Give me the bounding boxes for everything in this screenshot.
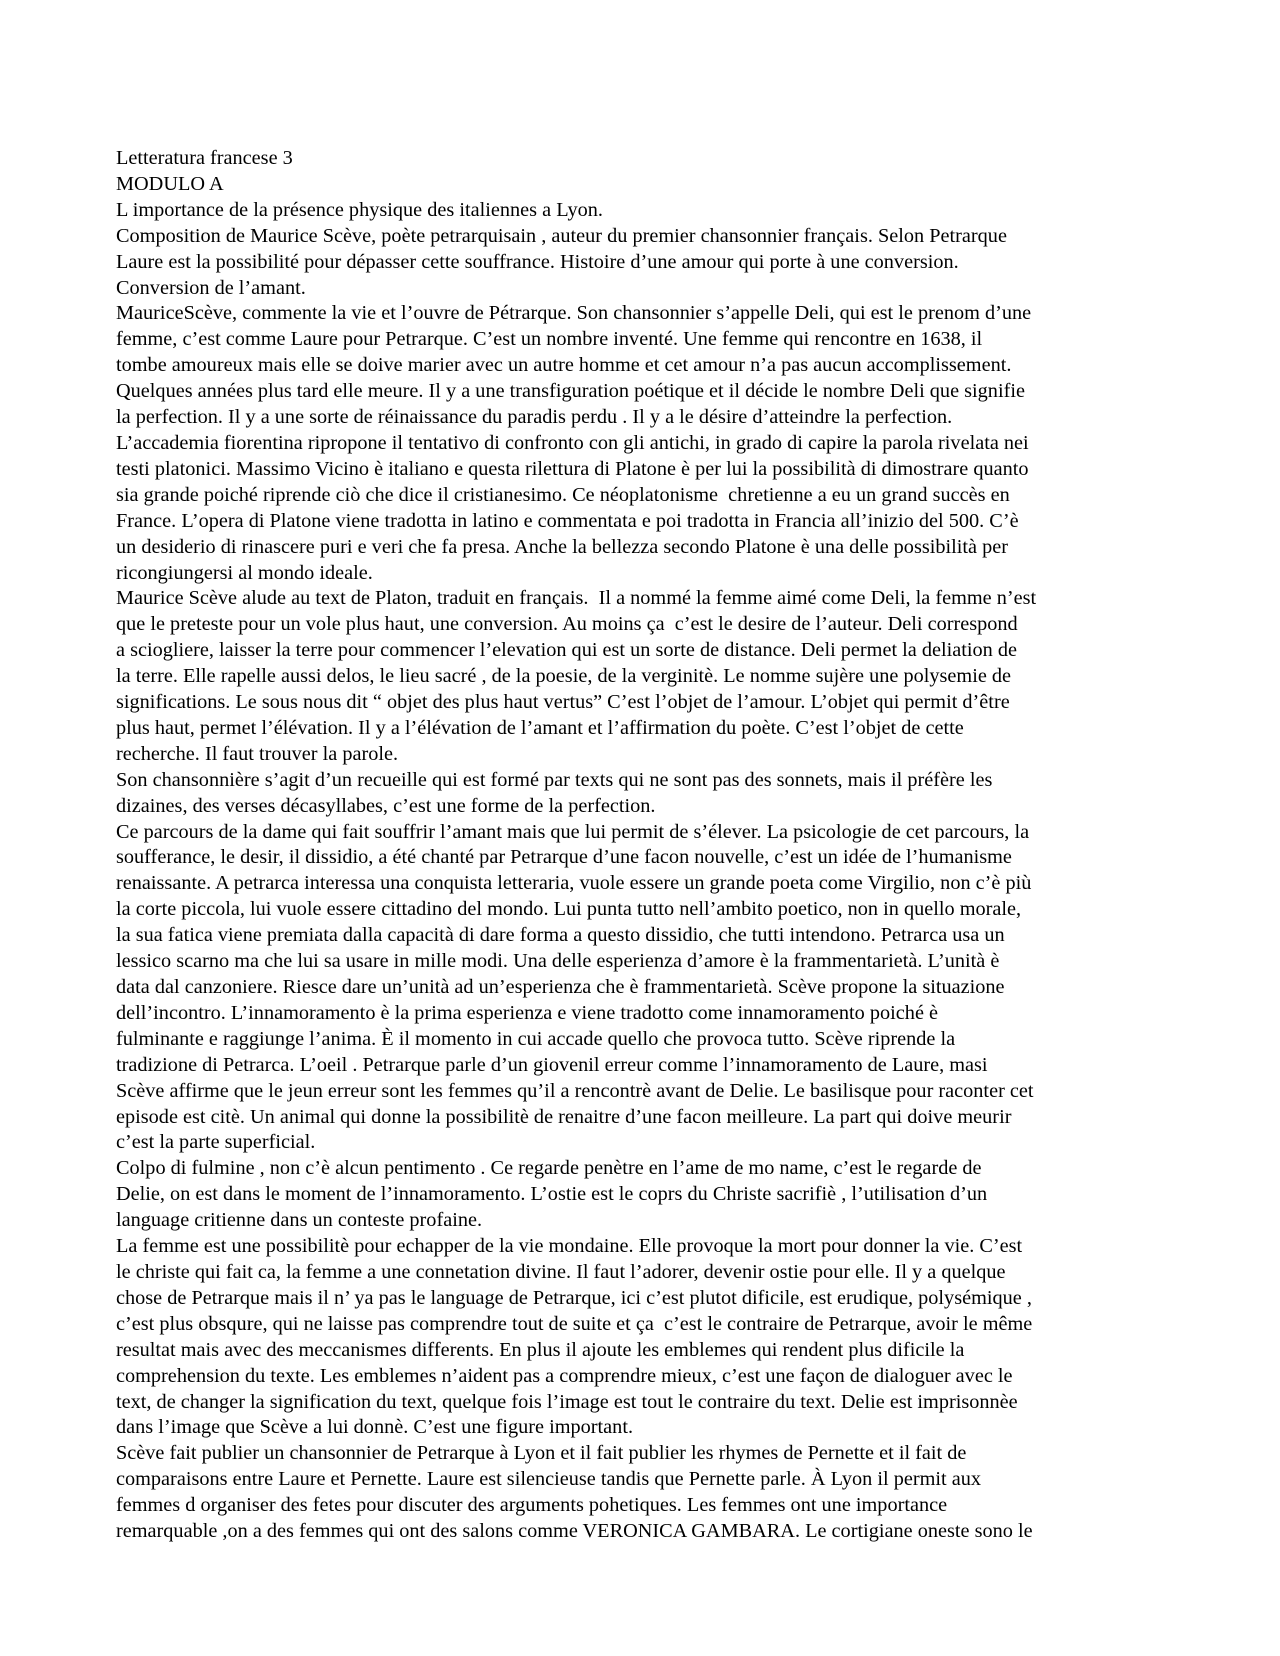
module-heading [116,172,1168,198]
document-title [116,146,1168,172]
text-line: la sua fatica viene premiata dalla capacità di dare forma a questo dissidio, che tutti intendono. Petrarca usa un [116,924,1005,947]
title-line: Letteratura francese 3 [116,147,293,169]
text-line: Scève fait publier un chansonnier de Petrarque à Lyon et il fait publier les rhymes de Pernette et il fait de [116,1442,967,1465]
text-line: La femme est une possibilitè pour echapper de la vie mondaine. Elle provoque la mort pour donner la vie. C’est [116,1235,1023,1258]
text-line: text, de changer la signification du text, quelque fois l’image est tout le contraire du text. Delie est imprisonnèe [116,1390,1018,1413]
paragraph [116,198,1168,224]
text-line: Colpo di fulmine , non c’è alcun pentimento . Ce regarde penètre en l’ame de mo name, c’est le regarde de [116,1157,982,1180]
text-line: MauriceScève, commente la vie et l’ouvre de Pétrarque. Son chansonnier s’appelle Deli, qui est le prenom d’une [116,302,1032,325]
text-line: femmes d organiser des fetes pour discuter des arguments pohetiques. Les femmes ont une importance [116,1494,948,1517]
paragraph [116,224,1168,302]
text-line: renaissante. A petrarca interessa una conquista letteraria, vuole essere un grande poeta come Virgilio, non c’è più [116,872,1032,895]
text-line: un desiderio di rinascere puri e veri che fa presa. Anche la bellezza secondo Platone è una delle possibilità per [116,535,1009,558]
paragraph [116,301,1168,586]
text-line: Composition de Maurice Scève, poète petrarquisain , auteur du premier chansonnier français. Selon Petrarque [116,224,1007,247]
text-line: recherche. Il faut trouver la parole. [116,742,399,765]
text-line: tradizione di Petrarca. L’oeil . Petrarque parle d’un giovenil erreur comme l’innamoramento de Laure, masi [116,1053,988,1076]
text-line: fulminante e raggiunge l’anima. È il momento in cui accade quello che provoca tutto. Scève riprende la [116,1027,956,1050]
text-line: ricongiungersi al mondo ideale. [116,561,373,584]
text-line: Conversion de l’amant. [116,276,306,299]
module-line: MODULO A [116,172,224,195]
text-line: significations. Le sous nous dit “ objet des plus haut vertus” C’est l’objet de l’amour. L’objet qui permit d’être [116,691,1010,714]
paragraph [116,1234,1168,1441]
text-line: Quelques années plus tard elle meure. Il y a une transfiguration poétique et il décide le nombre Deli que signifie [116,380,1025,403]
paragraphs-container [116,198,1168,1545]
text-line: c’est la parte superficial. [116,1131,316,1154]
text-line: soufferance, le desir, il dissidio, a été chanté par Petrarque d’une facon nouvelle, c’est un idée de l’humanisme [116,846,1012,869]
text-line: dizaines, des verses décasyllabes, c’est une forme de la perfection. [116,794,656,817]
text-line: L importance de la présence physique des italiennes a Lyon. [116,198,603,221]
text-line: Son chansonnière s’agit d’un recueille qui est formé par texts qui ne sont pas des sonnets, mais il préfère les [116,768,993,791]
text-line: France. L’opera di Platone viene tradotta in latino e commentata e poi tradotta in Francia all’inizio del 500. C’è [116,509,1019,532]
text-line: femme, c’est comme Laure pour Petrarque. C’est un nombre inventé. Une femme qui rencontre en 1638, il [116,328,983,351]
text-line: lessico scarno ma che lui sa usare in mille modi. Una delle esperienza d’amore è la frammentarietà. L’unità è [116,950,1000,973]
text-line: L’accademia fiorentina ripropone il tentativo di confronto con gli antichi, in grado di capire la parola rivelata nei [116,431,1029,454]
paragraph [116,768,1168,820]
text-line: Scève affirme que le jeun erreur sont les femmes qu’il a rencontrè avant de Delie. Le basilisque pour raconter cet [116,1079,1034,1102]
text-line: Ce parcours de la dame qui fait souffrir l’amant mais que lui permit de s’élever. La psicologie de cet parcours, la [116,820,1030,843]
paragraph [116,1156,1168,1234]
text-line: c’est plus obsqure, qui ne laisse pas comprendre tout de suite et ça c’est le contraire de Petrarque, avoir le même [116,1312,1033,1335]
text-line: data dal canzoniere. Riesce dare un’unità ad un’esperienza che è frammentarietà. Scève propone la situazione [116,976,1005,998]
text-line: episode est citè. Un animal qui donne la possibilitè de renaitre d’une facon meilleure. La part qui doive meurir [116,1105,1012,1128]
text-line: testi platonici. Massimo Vicino è italiano e questa rilettura di Platone è per lui la possibilità di dimostrare quanto [116,457,1029,480]
text-line: la corte piccola, lui vuole essere cittadino del mondo. Lui punta tutto nell’ambito poetico, non in quello morale, [116,898,1022,921]
text-line: language critienne dans un conteste profaine. [116,1209,483,1232]
text-line: sia grande poiché riprende ciò che dice il cristianesimo. Ce néoplatonisme chretienne a eu un grand succès en [116,483,1010,506]
text-line: comprehension du texte. Les emblemes n’aident pas a comprendre mieux, c’est une façon de dialoguer avec le [116,1364,1013,1387]
paragraph [116,586,1168,767]
text-line: la terre. Elle rapelle aussi delos, le lieu sacré , de la poesie, de la verginitè. Le nomme sujère une polysemie de [116,665,1012,688]
text-line: chose de Petrarque mais il n’ ya pas le language de Petrarque, ici c’est plutot dificile, est erudique, polysémique , [116,1286,1032,1309]
paragraph [116,820,1168,1157]
text-line: remarquable ,on a des femmes qui ont des salons comme VERONICA GAMBARA. Le cortigiane oneste sono le [116,1520,1033,1543]
document-body [116,146,1168,1545]
text-line: Maurice Scève alude au text de Platon, traduit en français. Il a nommé la femme aimé come Deli, la femme n’est [116,587,1037,610]
text-line: Delie, on est dans le moment de l’innamoramento. L’ostie est le coprs du Christe sacrifiè , l’utilisation d’un [116,1183,988,1206]
text-line: le christe qui fait ca, la femme a une connetation divine. Il faut l’adorer, devenir ostie pour elle. Il y a quelque [116,1260,1006,1283]
text-line: dans l’image que Scève a lui donnè. C’est une figure important. [116,1416,634,1439]
text-line: que le preteste pour un vole plus haut, une conversion. Au moins ça c’est le desire de l’auteur. Deli correspond [116,613,1018,636]
paragraph [116,1441,1168,1545]
text-line: resultat mais avec des meccanismes differents. En plus il ajoute les emblemes qui rendent plus dificile la [116,1338,965,1361]
text-line: la perfection. Il y a une sorte de réinaissance du paradis perdu . Il y a le désire d’atteindre la perfection. [116,406,953,429]
text-line: Laure est la possibilité pour dépasser cette souffrance. Histoire d’une amour qui porte à une conversion. [116,250,959,273]
text-line: dell’incontro. L’innamoramento è la prima esperienza e viene tradotto come innamoramento poiché è [116,1001,939,1024]
text-line: tombe amoureux mais elle se doive marier avec un autre homme et cet amour n’a pas aucun accomplissement. [116,354,1012,377]
text-line: a sciogliere, laisser la terre pour commencer l’elevation qui est un sorte de distance. Deli permet la deliation de [116,639,1018,662]
text-line: plus haut, permet l’élévation. Il y a l’élévation de l’amant et l’affirmation du poète. C’est l’objet de cette [116,716,964,739]
text-line: comparaisons entre Laure et Pernette. Laure est silencieuse tandis que Pernette parle. À Lyon il permit aux [116,1468,982,1491]
